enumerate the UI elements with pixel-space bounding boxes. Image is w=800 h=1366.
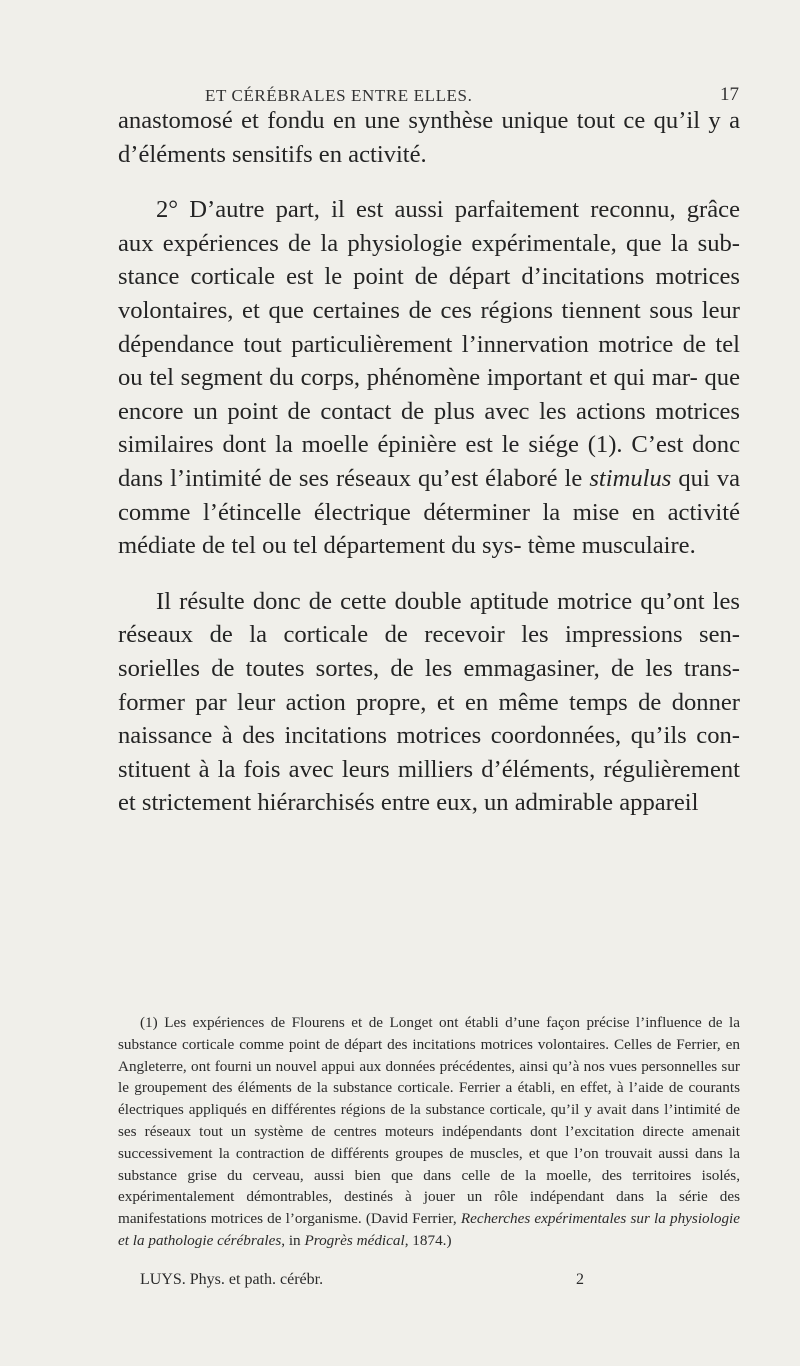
footnote-text-part: (1) Les expériences de Flourens et de Longet ont établi d’une façon précise l’influence de la substance corticale comme point de départ des incitations motrices volontaires. Celles de Ferrier, en Angleterre, ont fourni un nouvel appui aux données précédentes, ainsi qu’à nos vues personnelles sur le groupement des éléments de la substance corticale. Ferrier a établi, en effet, à l’aide de courants électriques appliqués en différentes régions de la substance corticale, qu’il y avait dans l’intimité de ses réseaux tout un système de centres moteurs indépendants dont l’excitation directe amenait successivement la contraction de différents groupes de muscles, et que l’on trouvait aussi dans la substance grise du cerveau, aussi bien que dans celle de la moelle, des territoires isolés, expérimentalement démontrables, destinés à jouer un rôle indépendant dans la série des manifestations motrices de l’organisme. (David Ferrier, <box>118 1014 740 1228</box>
footnote-text-part: , in <box>281 1231 305 1249</box>
footnote-text <box>118 1012 740 1252</box>
paragraph-text-part: 2° D’autre part, il est aussi parfaitement reconnu, grâce aux expériences de la physiologie expérimentale, que la sub- stance corticale est le point de départ d’incitations motrices volontaires, et que certaines de ces régions tiennent sous leur dépendance tout particulièrement l’innervation motrice de tel ou tel segment du corps, phénomène important et qui mar- que encore un point de contact de plus avec les actions motrices similaires dont la moelle épinière est le siége (1). C’est donc dans l’intimité de ses réseaux qu’est élaboré le <box>118 196 740 492</box>
italic-term: stimulus <box>589 464 672 492</box>
paragraph-text-part: qui va comme l’étincelle électrique déterminer la mise en activité médiate de tel ou tel département du sys- tème musculaire. <box>118 464 740 560</box>
footnote-cited-journal: Progrès médical <box>304 1231 405 1249</box>
signature-number: 2 <box>576 1271 584 1288</box>
running-title: ET CÉRÉBRALES ENTRE ELLES. <box>205 86 473 105</box>
paragraph-continued: anastomosé et fondu en une synthèse unique tout ce qu’il y a d’éléments sensitifs en activité. <box>118 107 740 168</box>
footnote-text-part: , 1874.) <box>404 1231 452 1249</box>
page-number: 17 <box>720 84 739 105</box>
paragraph-motor-incitations <box>118 193 740 563</box>
footnote-cited-title: Recherches expérimentales sur la physiologie et la pathologie cérébrales <box>118 1210 741 1249</box>
footnote <box>118 1012 740 1252</box>
signature-mark: LUYS. Phys. et path. cérébr. <box>140 1271 324 1288</box>
paragraph-conclusion: Il résulte donc de cette double aptitude motrice qu’ont les réseaux de la corticale de recevoir les impressions sen- sorielles de toutes sortes, de les emmagasiner, de les trans- former par leur action propre, et en même temps de donner naissance à des incitations motrices coordonnées, qu’ils con- stituent à la fois avec leurs milliers d’éléments, régulièrement et strictement hiérarchisés entre eux, un admirable appareil <box>118 587 740 817</box>
main-text <box>118 104 740 820</box>
